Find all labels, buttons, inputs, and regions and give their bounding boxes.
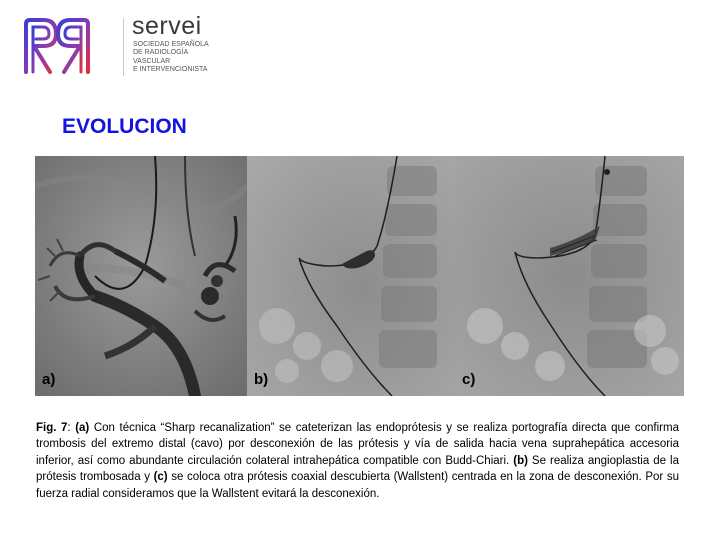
- panel-b-label: b): [254, 371, 269, 388]
- wallstent-image: [455, 156, 684, 396]
- caption-part-a-text: Con técnica “Sharp recanalization” se cateterizan las endoprótesis y se realiza portografía directa que confirma trombosis del extremo distal (cavo) por desconexión de las prótesis y vía de salida hacia vena suprahepática accesoria inferior, así como abundante circulación colateral intrahepática compatible con Budd-Chiari.: [36, 422, 679, 467]
- caption-part-a-marker: (a): [75, 422, 90, 434]
- angioplasty-image: [247, 156, 455, 396]
- caption-part-c-text: se coloca otra prótesis coaxial descubierta (Wallstent) centrada en la zona de desconexión. Por su fuerza radial consideramos que la Wallstent evitará la desconexión.: [36, 471, 679, 500]
- caption-part-c-marker: (c): [153, 471, 168, 484]
- caption-part-b-marker: (b): [513, 454, 528, 467]
- figure-panels: [35, 156, 684, 396]
- portography-image: [35, 156, 247, 396]
- panel-a-image: [35, 156, 247, 396]
- panel-a-label: a): [42, 371, 56, 388]
- caption-part-b-text: Se realiza angioplastia de la prótesis trombosada y: [36, 454, 679, 484]
- caption-fig-ref: Fig. 7: [36, 422, 68, 434]
- logo-divider: [123, 18, 124, 76]
- logo-subtitle: [133, 41, 243, 74]
- panel-c-label: c): [462, 371, 476, 388]
- servei-logo-mark: [22, 16, 94, 76]
- logo-subtitle-line: DE RADIOLOGÍA: [133, 49, 189, 57]
- slide-title: EVOLUCION: [62, 115, 187, 138]
- logo-subtitle-line: VASCULAR: [133, 57, 171, 65]
- logo-wordmark: servei: [132, 12, 202, 40]
- servei-logo: [22, 12, 209, 78]
- logo-subtitle-line: SOCIEDAD ESPAÑOLA: [133, 41, 209, 48]
- panel-c-image: [455, 156, 684, 396]
- logo-subtitle-line: E INTERVENCIONISTA: [133, 65, 208, 73]
- figure-caption: Fig. 7: (a) Con técnica “Sharp recanalization” se cateterizan las endoprótesis y se realiza portografía directa que confirma trombosis del extremo distal (cavo) por desconexión de las prótesis y vía de salida hacia vena suprahepática accesoria inferior, así como abundante circulación colateral intrahepática compatible con Budd-Chiari. (b) Se realiza angioplastia de la prótesis trombosada y (c) se coloca otra prótesis coaxial descubierta (Wallstent) centrada en la zona de desconexión. Por su fuerza radial consideramos que la Wallstent evitará la desconexión.: [36, 422, 679, 500]
- panel-b-image: [247, 156, 455, 396]
